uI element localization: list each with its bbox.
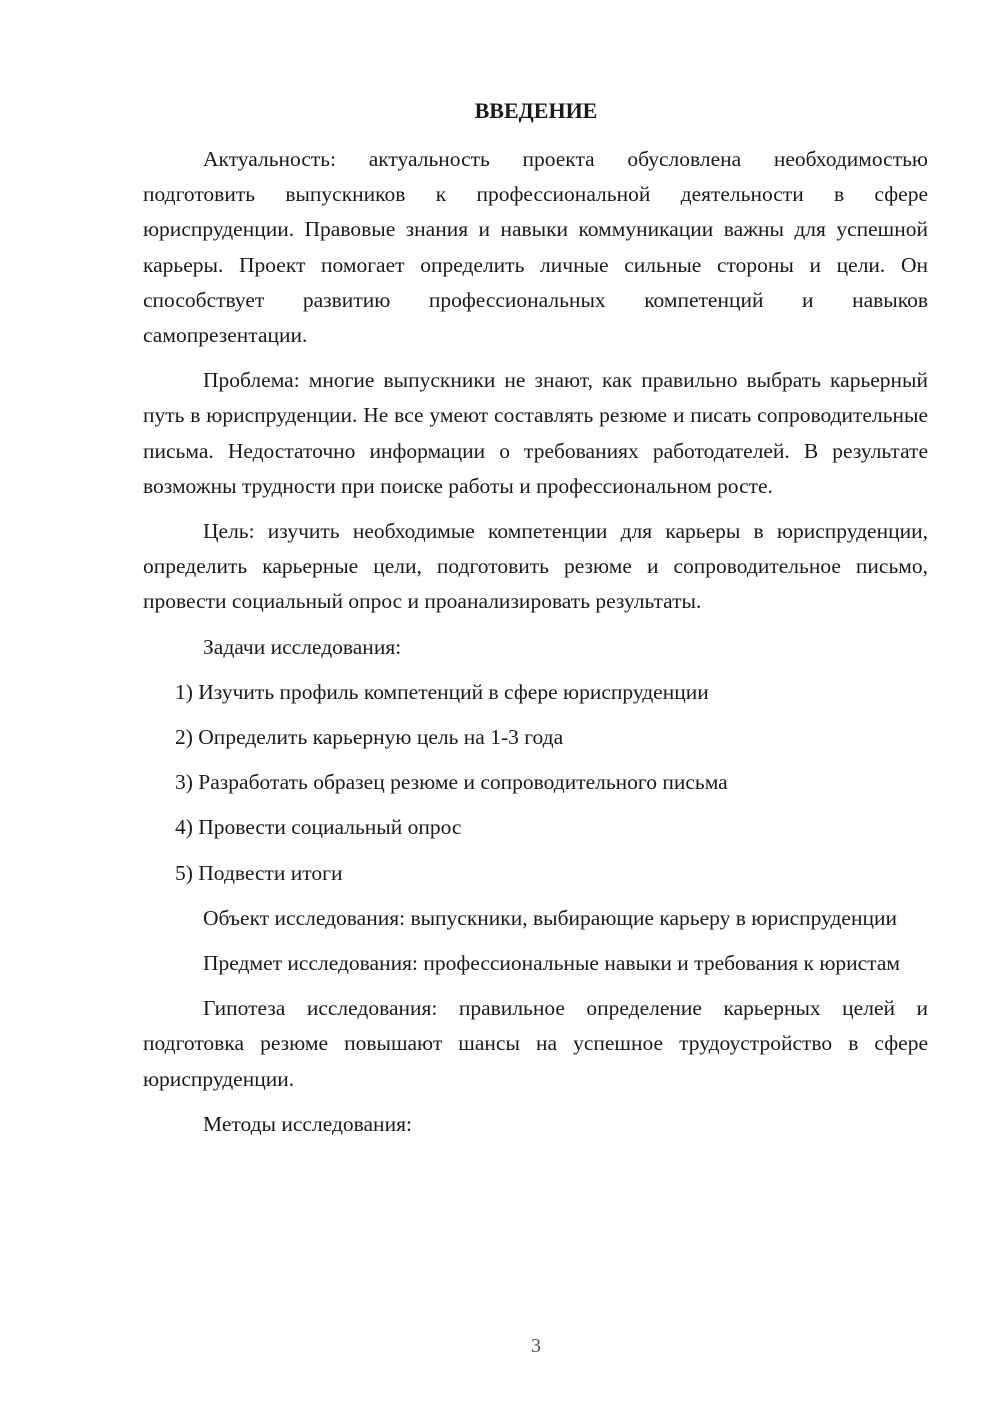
paragraph-goal: Цель: изучить необходимые компетенции для карьеры в юриспруденции, определить карьерные цели, подготовить резюме и сопроводительное письмо, провести социальный опрос и проанализировать результаты. — [143, 519, 928, 614]
list-item: 1) Изучить профиль компетенций в сфере юриспруденции — [175, 679, 709, 704]
paragraph-subject: Предмет исследования: профессиональные навыки и требования к юристам — [203, 951, 900, 976]
page-number: 3 — [531, 1335, 541, 1357]
list-item: 4) Провести социальный опрос — [175, 815, 462, 840]
methods-heading: Методы исследования: — [203, 1111, 412, 1136]
paragraph-problem: Проблема: многие выпускники не знают, как правильно выбрать карьерный путь в юриспруденции. Не все умеют составлять резюме и писать сопроводительные письма. Недостаточно информации о требованиях работодателей. В результате возможны трудности при поиске работы и профессиональном росте. — [143, 368, 928, 498]
paragraph-object: Объект исследования: выпускники, выбирающие карьеру в юриспруденции — [203, 905, 897, 930]
document-body — [143, 142, 928, 1142]
tasks-list — [143, 675, 928, 891]
list-item: 2) Определить карьерную цель на 1-3 года — [175, 725, 564, 750]
list-item: 5) Подвести итоги — [175, 860, 343, 885]
tasks-heading: Задачи исследования: — [203, 634, 402, 659]
list-item: 3) Разработать образец резюме и сопроводительного письма — [175, 770, 728, 795]
paragraph-hypothesis: Гипотеза исследования: правильное определение карьерных целей и подготовка резюме повышают шансы на успешное трудоустройство в сфере юриспруденции. — [143, 996, 928, 1091]
paragraph-relevance: Актуальность: актуальность проекта обусловлена необходимостью подготовить выпускников к профессиональной деятельности в сфере юриспруденции. Правовые знания и навыки коммуникации важны для успешной карьеры. Проект помогает определить личные сильные стороны и цели. Он способствует развитию профессиональных компетенций и навыков самопрезентации. — [143, 147, 928, 348]
page-title: ВВЕДЕНИЕ — [474, 98, 598, 123]
